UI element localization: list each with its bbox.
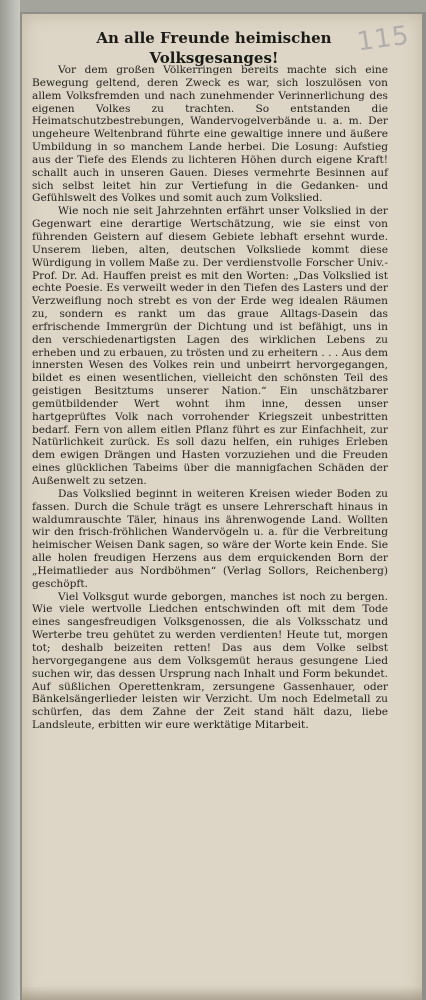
article-body: [32, 64, 388, 732]
scan-background-top: [0, 0, 426, 12]
article-paragraph-1: Vor dem großen Völkerringen bereits machte sich eine Bewegung geltend, deren Zweck es war, sich loszulösen von allem Volksfremden und nach zunehmender Verinnerlichung des eigenen Volkes zu trachten. So entstanden die Heimatschutzbestrebungen, Wandervogelverbände u. a. m. Der ungeheure Weltenbrand führte eine gewaltige innere und äußere Umbildung in so manchem Lande herbei. Die Losung: Aufstieg aus der Tiefe des Elends zu lichteren Höhen durch eigene Kraft! schallt auch in unseren Gauen. Dieses vermehrte Besinnen auf sich selbst leitet hin zur Vertiefung in die Gedanken- und Gefühlswelt des Volkes und somit auch zum Volkslied.: [32, 64, 388, 205]
article-paragraph-3: Das Volkslied beginnt in weiteren Kreisen wieder Boden zu fassen. Durch die Schule trägt es unsere Lehrerschaft hinaus in waldumrauschte Täler, hinaus ins ährenwogende Land. Wollten wir den frisch-fröhlichen Wandervögeln u. a. für die Verbreitung heimischer Weisen Dank sagen, so wäre der Worte kein Ende. Sie alle holen freudigen Herzens aus dem erquickenden Born der „Heimatlieder aus Nordböhmen“ (Verlag Sollors, Reichenberg) geschöpft.: [32, 487, 388, 590]
article-headline: An alle Freunde heimischen Volksgesanges!: [96, 29, 332, 67]
archive-number-pencil: 115: [355, 20, 412, 58]
scan-background-left: [0, 0, 20, 1000]
article-paragraph-2: Wie noch nie seit Jahrzehnten erfährt unser Volkslied in der Gegenwart eine derartige Wertschätzung, wie sie einst von führenden Geistern auf diesem Gebiete lebhaft ersehnt wurde. Unserem lieben, alten, deutschen Volksliede kommt diese Würdigung in vollem Maße zu. Der verdienstvolle Forscher Univ.-Prof. Dr. Ad. Hauffen preist es mit den Worten: „Das Volkslied ist echte Poesie. Es verweilt weder in den Tiefen des Lasters und der Verzweiflung noch strebt es von der Erde weg idealen Räumen zu, sondern es rankt um das graue Alltags-Dasein das erfrischende Immergrün der Dichtung und ist befähigt, uns in den verschiedenartigsten Lagen des wirklichen Lebens zu erheben und zu erbauen, zu trösten und zu erheitern . . . Aus dem innersten Wesen des Volkes rein und unbeirrt hervorgegangen, bildet es einen wesentlichen, vielleicht den schönsten Teil des geistigen Besitztums unserer Nation.“ Ein unschätzbarer gemütbildender Wert wohnt ihm inne, dessen unser hartgeprüftes Volk nach vorrohender Kriegszeit unbestritten bedarf. Fern von allem eitlen Pflanz führt es zur Einfachheit, zur Natürlichkeit zurück. Es soll dazu helfen, ein ruhiges Erleben dem ewigen Drängen und Hasten vorzuziehen und die Freuden eines glücklichen Tabeims über die mannigfachen Schäden der Außenwelt zu setzen.: [32, 205, 388, 487]
clipping-fold-shadow: [22, 986, 422, 1000]
article-paragraph-4: Viel Volksgut wurde geborgen, manches ist noch zu bergen. Wie viele wertvolle Liedchen entschwinden oft mit dem Tode eines sangesfreudigen Volksgenossen, die als Volksschatz und Werterbe treu gehütet zu werden verdienten! Heute tut, morgen tot; deshalb beizeiten retten! Das aus dem Volke selbst hervorgegangene aus dem Volksgemüt heraus gesungene Lied suchen wir, das dessen Ursprung nach Inhalt und Form bekundet. Auf süßlichen Operettenkram, zersungene Gassenhauer, oder Bänkelsängerlieder leisten wir Verzicht. Um noch Edelmetall zu schürfen, das dem Zahne der Zeit stand hält dazu, liebe Landsleute, erbitten wir eure werktätige Mitarbeit.: [32, 590, 388, 732]
